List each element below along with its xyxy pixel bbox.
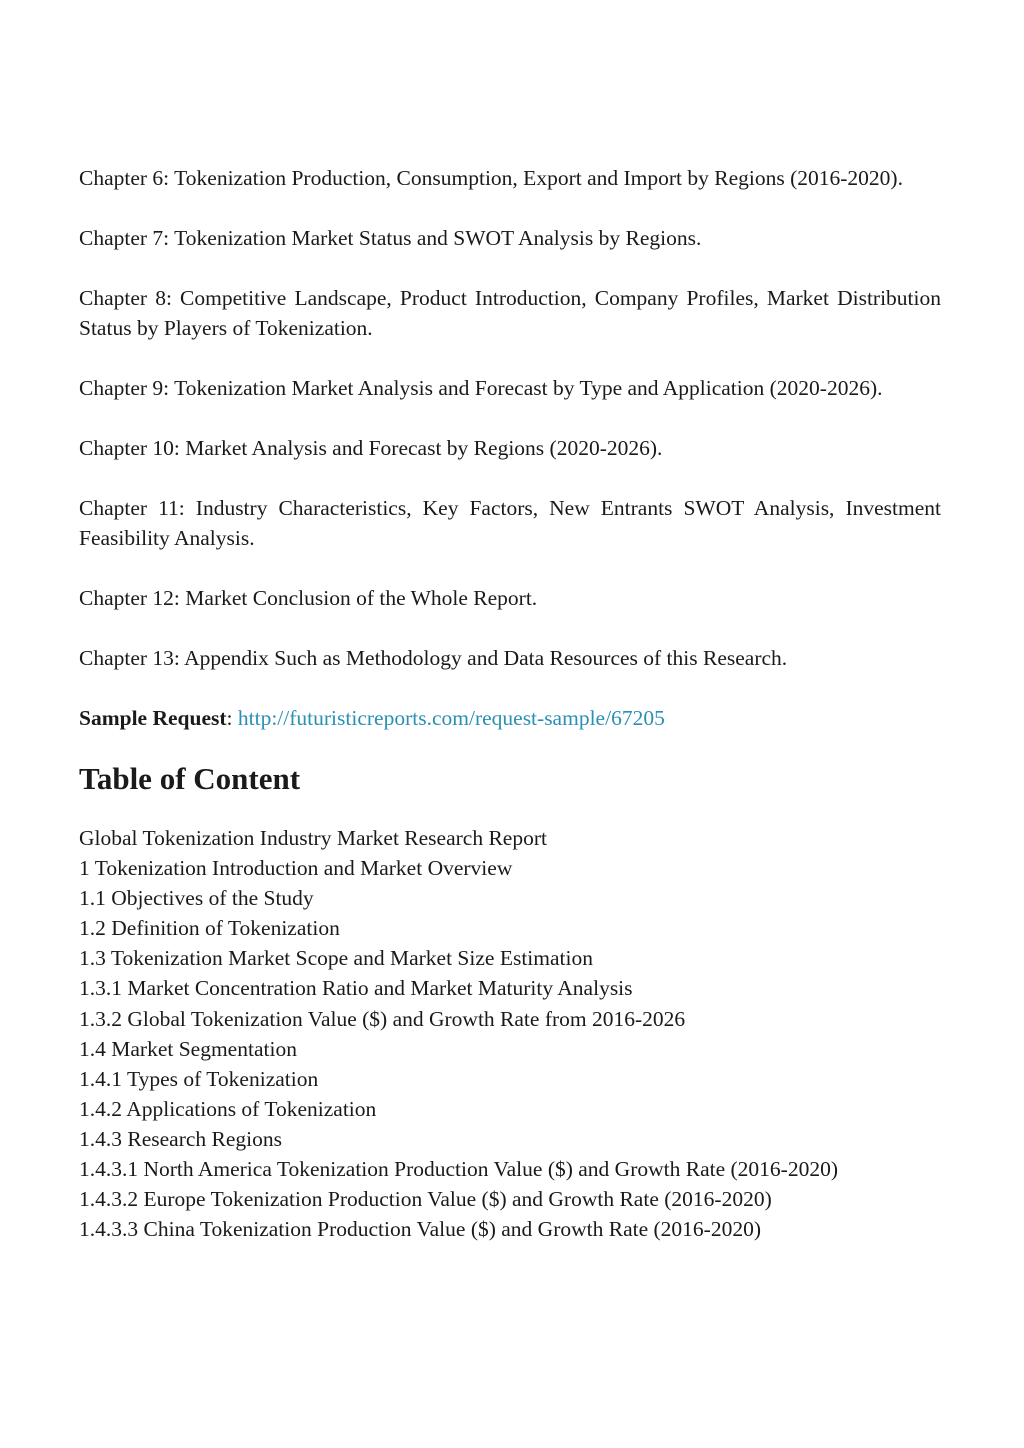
sample-request-label: Sample Request [79,706,227,730]
toc-item: 1.4 Market Segmentation [79,1036,297,1061]
toc-item: 1.3.1 Market Concentration Ratio and Market Maturity Analysis [79,976,633,1001]
toc-item: 1.4.3.1 North America Tokenization Production Value ($) and Growth Rate (2016-2020) [79,1157,838,1182]
sample-request-separator: : [226,706,238,730]
toc-item: 1.2 Definition of Tokenization [79,916,340,941]
chapter-6-paragraph: Chapter 6: Tokenization Production, Consumption, Export and Import by Regions (2016-2020). [79,166,903,190]
toc-item: 1.4.2 Applications of Tokenization [79,1096,377,1121]
toc-item: 1.4.1 Types of Tokenization [79,1066,319,1091]
toc-item: 1.4.3.3 China Tokenization Production Value ($) and Growth Rate (2016-2020) [79,1217,761,1242]
toc-item: Global Tokenization Industry Market Research Report [79,826,547,850]
toc-list [79,823,941,1244]
chapter-10-paragraph: Chapter 10: Market Analysis and Forecast by Regions (2020-2026). [79,436,663,460]
chapter-13-paragraph: Chapter 13: Appendix Such as Methodology and Data Resources of this Research. [79,646,788,670]
chapter-9-paragraph: Chapter 9: Tokenization Market Analysis and Forecast by Type and Application (2020-2026). [79,376,883,400]
toc-item: 1.3.2 Global Tokenization Value ($) and Growth Rate from 2016-2026 [79,1006,686,1031]
chapter-8-paragraph: Chapter 8: Competitive Landscape, Product Introduction, Company Profiles, Market Distribution Status by Players of Tokenization. [79,286,941,340]
toc-item: 1.1 Objectives of the Study [79,886,314,911]
sample-request-link[interactable]: http://futuristicreports.com/request-sample/67205 [237,706,665,730]
toc-item: 1 Tokenization Introduction and Market Overview [79,856,513,881]
toc-heading: Table of Content [79,761,301,796]
toc-item: 1.4.3.2 Europe Tokenization Production Value ($) and Growth Rate (2016-2020) [79,1187,772,1212]
chapter-7-paragraph: Chapter 7: Tokenization Market Status and SWOT Analysis by Regions. [79,226,702,250]
chapter-12-paragraph: Chapter 12: Market Conclusion of the Whole Report. [79,586,538,610]
toc-item: 1.3 Tokenization Market Scope and Market Size Estimation [79,946,593,971]
chapter-11-paragraph: Chapter 11: Industry Characteristics, Key Factors, New Entrants SWOT Analysis, Investment Feasibility Analysis. [79,496,941,550]
sample-request-line [79,703,941,733]
toc-item: 1.4.3 Research Regions [79,1126,283,1151]
